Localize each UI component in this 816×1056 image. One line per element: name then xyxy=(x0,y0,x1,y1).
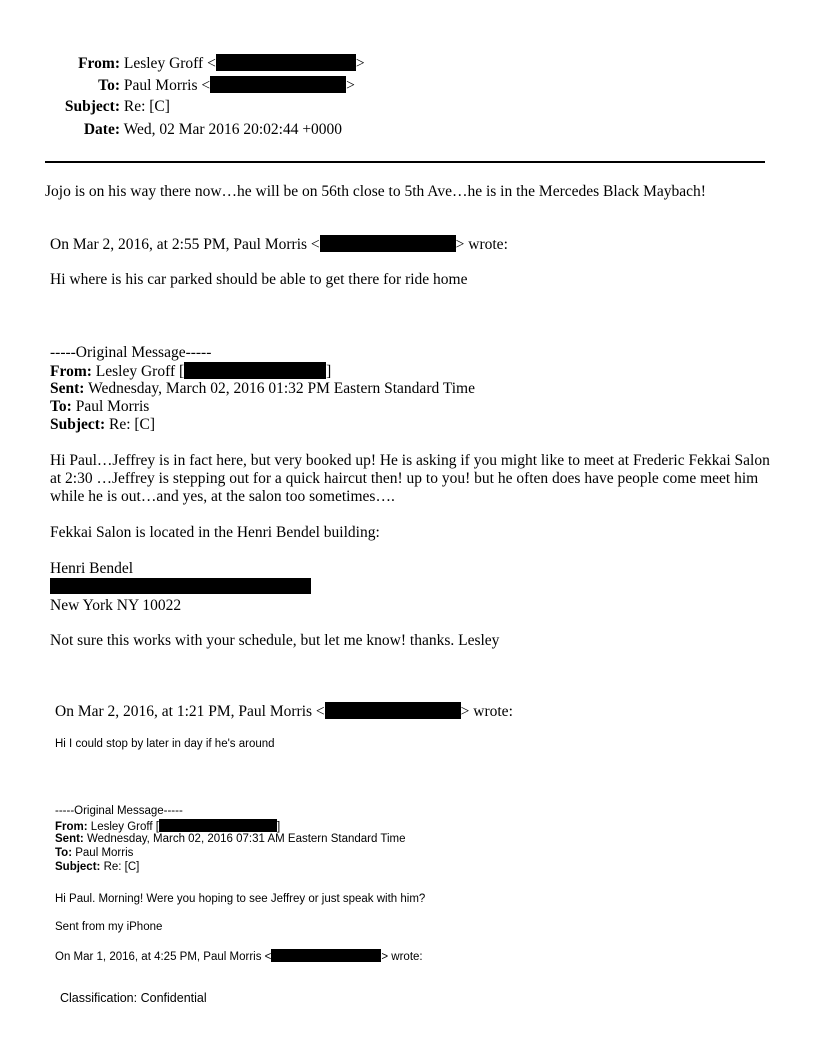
quote2-suffix: > wrote: xyxy=(460,703,513,720)
orig1-from-label: From: xyxy=(50,363,92,380)
orig2-to-value: Paul Morris xyxy=(75,847,134,859)
orig1-paragraph: Fekkai Salon is located in the Henri Bendel building: xyxy=(50,524,380,541)
from-name: Lesley Groff < xyxy=(123,55,216,72)
redaction-box xyxy=(271,949,381,962)
orig1-from-row xyxy=(50,362,331,381)
orig2-signature: Sent from my iPhone xyxy=(55,921,163,933)
date-label: Date: xyxy=(83,121,120,138)
quote1-suffix: > wrote: xyxy=(455,236,508,253)
classification-value: Confidential xyxy=(140,991,207,1005)
address-city: New York NY 10022 xyxy=(50,597,182,614)
orig1-sent-row xyxy=(50,380,475,398)
quote2-text: Hi I could stop by later in day if he's around xyxy=(55,738,275,750)
subject-label: Subject: xyxy=(64,98,120,115)
to-close: > xyxy=(346,77,355,94)
redaction-box xyxy=(50,578,311,594)
header-to-row xyxy=(50,76,355,95)
header-divider xyxy=(45,161,765,163)
header-subject-row xyxy=(50,98,170,116)
orig2-subject-value: Re: [C] xyxy=(103,861,140,873)
orig1-from-name: Lesley Groff [ xyxy=(95,363,185,380)
quote3-attribution xyxy=(55,949,423,963)
orig2-sent-row xyxy=(55,833,406,845)
orig1-sent-value: Wednesday, March 02, 2016 01:32 PM Eastern Standard Time xyxy=(88,380,475,397)
original-message-separator: -----Original Message----- xyxy=(50,344,212,361)
from-label: From: xyxy=(78,55,120,72)
quote2-prefix: On Mar 2, 2016, at 1:21 PM, Paul Morris < xyxy=(55,703,325,720)
orig1-to-label: To: xyxy=(50,398,72,415)
original-message-separator: -----Original Message----- xyxy=(55,805,183,817)
orig1-to-value: Paul Morris xyxy=(75,398,150,415)
orig2-from-label: From: xyxy=(55,821,88,833)
quote2-attribution xyxy=(55,702,513,721)
redaction-box xyxy=(325,702,461,719)
to-label: To: xyxy=(98,77,120,94)
date-value: Wed, 02 Mar 2016 20:02:44 +0000 xyxy=(123,121,343,138)
from-close: > xyxy=(355,55,365,72)
orig1-paragraph: Not sure this works with your schedule, but let me know! thanks. Lesley xyxy=(50,632,500,649)
redaction-box xyxy=(320,235,456,252)
orig1-from-close: ] xyxy=(326,363,332,380)
orig1-sent-label: Sent: xyxy=(50,380,85,397)
subject-value: Re: [C] xyxy=(123,98,170,115)
header-from-row xyxy=(50,54,365,73)
orig2-from-row xyxy=(55,819,280,833)
orig1-subject-label: Subject: xyxy=(50,416,106,433)
classification-row xyxy=(60,991,207,1005)
quote1-attribution xyxy=(50,235,508,254)
orig2-from-close: ] xyxy=(276,821,281,833)
to-name: Paul Morris < xyxy=(123,77,211,94)
header-date-row xyxy=(50,121,342,139)
orig2-subject-row xyxy=(55,861,139,873)
orig2-sent-value: Wednesday, March 02, 2016 07:31 AM Eastern Standard Time xyxy=(86,833,406,845)
orig1-paragraph: Hi Paul…Jeffrey is in fact here, but very booked up! He is asking if you might like to meet at Frederic Fekkai Salon at 2:30 …Jeffrey is stepping out for a quick haircut then! up to you! but he often does have people come meet him while he is out…and yes, at the salon too sometimes…. xyxy=(50,452,770,505)
redaction-box xyxy=(216,54,356,71)
orig2-paragraph: Hi Paul. Morning! Were you hoping to see Jeffrey or just speak with him? xyxy=(55,893,426,905)
orig1-subject-row xyxy=(50,416,155,434)
orig2-from-name: Lesley Groff [ xyxy=(90,821,159,833)
orig2-sent-label: Sent: xyxy=(55,833,84,845)
redaction-box xyxy=(210,76,346,93)
classification-label: Classification: xyxy=(60,991,138,1005)
quote3-suffix: > wrote: xyxy=(381,951,423,963)
quote1-prefix: On Mar 2, 2016, at 2:55 PM, Paul Morris < xyxy=(50,236,320,253)
orig1-subject-value: Re: [C] xyxy=(108,416,156,433)
orig2-to-label: To: xyxy=(55,847,73,859)
orig1-to-row xyxy=(50,398,149,416)
quote1-text: Hi where is his car parked should be able to get there for ride home xyxy=(50,271,468,288)
message-body: Jojo is on his way there now…he will be on 56th close to 5th Ave…he is in the Mercedes Black Maybach! xyxy=(45,183,706,200)
redaction-box xyxy=(159,819,277,832)
redaction-box xyxy=(184,362,326,379)
orig2-subject-label: Subject: xyxy=(55,861,101,873)
address-name: Henri Bendel xyxy=(50,560,134,577)
orig2-to-row xyxy=(55,847,133,859)
quote3-prefix: On Mar 1, 2016, at 4:25 PM, Paul Morris < xyxy=(55,951,272,963)
